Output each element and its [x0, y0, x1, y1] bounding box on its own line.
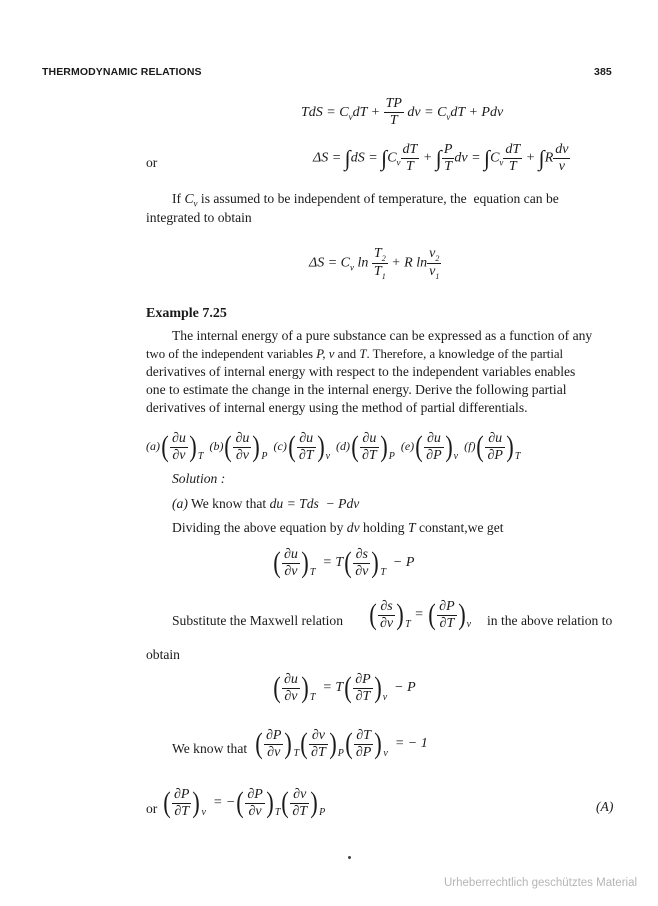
text-example-line2: two of the independent variables P, v and T. Therefore, a knowledge of the partial	[146, 347, 564, 361]
partial-derivative-f: (f)( $\frac{\partial u}{\partial P}$ )$_T$	[464, 430, 521, 463]
text-example-line5: derivatives of internal energy using the method of partial differentials.	[146, 400, 528, 415]
text-example-line3: derivatives of internal energy with respect to the independent variables enables	[146, 364, 576, 379]
watermark: Urheberrechtlich geschütztes Material	[444, 877, 638, 889]
maxwell-post: in the above relation to	[487, 613, 613, 628]
equation-maxwell: ( $\frac{\partial s}{\partial v}$ )$_T$ = ( $\frac{\partial P}{\partial T}$ )$_v$	[369, 598, 472, 631]
equation-tag-a: (A)	[596, 799, 614, 814]
example-heading: Example 7.25	[146, 306, 227, 321]
step-a-dividing: Dividing the above equation by dv holding T constant,we get	[172, 520, 504, 535]
text-example-line4: one to estimate the change in the internal energy. Derive the following partial	[146, 382, 567, 397]
page-mark	[348, 856, 351, 859]
equation-du-dv-ds: ( $\frac{\partial u}{\partial v}$ )$_T = T$( $\frac{\partial s}{\partial v}$ )$_T - P$	[273, 546, 415, 579]
or-label: or	[146, 155, 158, 170]
running-title: THERMODYNAMIC RELATIONS	[42, 66, 202, 78]
partial-derivative-a: (a)( $\frac{\partial u}{\partial v}$ )$_T$	[146, 430, 204, 463]
text-example-line1: The internal energy of a pure substance can be expressed as a function of any	[172, 328, 593, 343]
maxwell-pre: Substitute the Maxwell relation	[172, 613, 344, 628]
equation-dp-dt: ( $\frac{\partial P}{\partial T}$ )$_v$ = −( $\frac{\partial P}{\partial v}$ )$_T$( $\frac{\partial v}{\partial T}$ )$_P$	[163, 786, 326, 819]
partial-derivatives-list	[146, 430, 526, 464]
or-label-2: or	[146, 801, 158, 816]
partial-derivative-c: (c)( $\frac{\partial u}{\partial T}$ )$_v$	[273, 430, 331, 463]
partial-derivative-e: (e)( $\frac{\partial u}{\partial P}$ )$_v$	[400, 430, 459, 463]
we-know-that: We know that	[172, 741, 248, 756]
text-cv-assumption-line1: If $C_v$ is assumed to be independent of temperature, the equation can be	[172, 191, 559, 209]
equation-entropy-integral: $\Delta S = \int dS = \int C_v$ $\frac{dT}{T}$ + ∫ $\frac{P}{T}$ dv = $\int C_v$ $\frac{dT}{T}$ + ∫R $\frac{dv}{v}$	[313, 142, 569, 174]
step-a: (a) We know that du = Tds − Pdv	[172, 496, 360, 511]
obtain-label: obtain	[146, 647, 180, 662]
equation-entropy-change: $\Delta S = C_v$ ln $\frac{T_2}{T_1}$ + R ln $\frac{v_2}{v_1}$	[309, 246, 440, 281]
equation-tds: TdS = $C_vdT$ + $\frac{TP}{T}$ dv = $C_vdT$ + Pdv	[301, 96, 504, 128]
partial-derivative-d: (d)( $\frac{\partial u}{\partial T}$ )$_P$	[336, 430, 395, 463]
solution-label: Solution :	[172, 471, 226, 486]
page-number: 385	[594, 66, 612, 78]
partial-derivative-b: (b)( $\frac{\partial u}{\partial v}$ )$_P$	[209, 430, 268, 463]
equation-du-dv-final: ( $\frac{\partial u}{\partial v}$ )$_T = T$( $\frac{\partial P}{\partial T}$ )$_v - P$	[273, 671, 416, 704]
text-cv-assumption-line2: integrated to obtain	[146, 210, 252, 225]
equation-cyclic-relation: ( $\frac{\partial P}{\partial v}$ )$_T$( $\frac{\partial v}{\partial T}$ )$_P$( $\frac{\partial T}{\partial P}$ )$_v$ = − 1	[255, 727, 428, 760]
